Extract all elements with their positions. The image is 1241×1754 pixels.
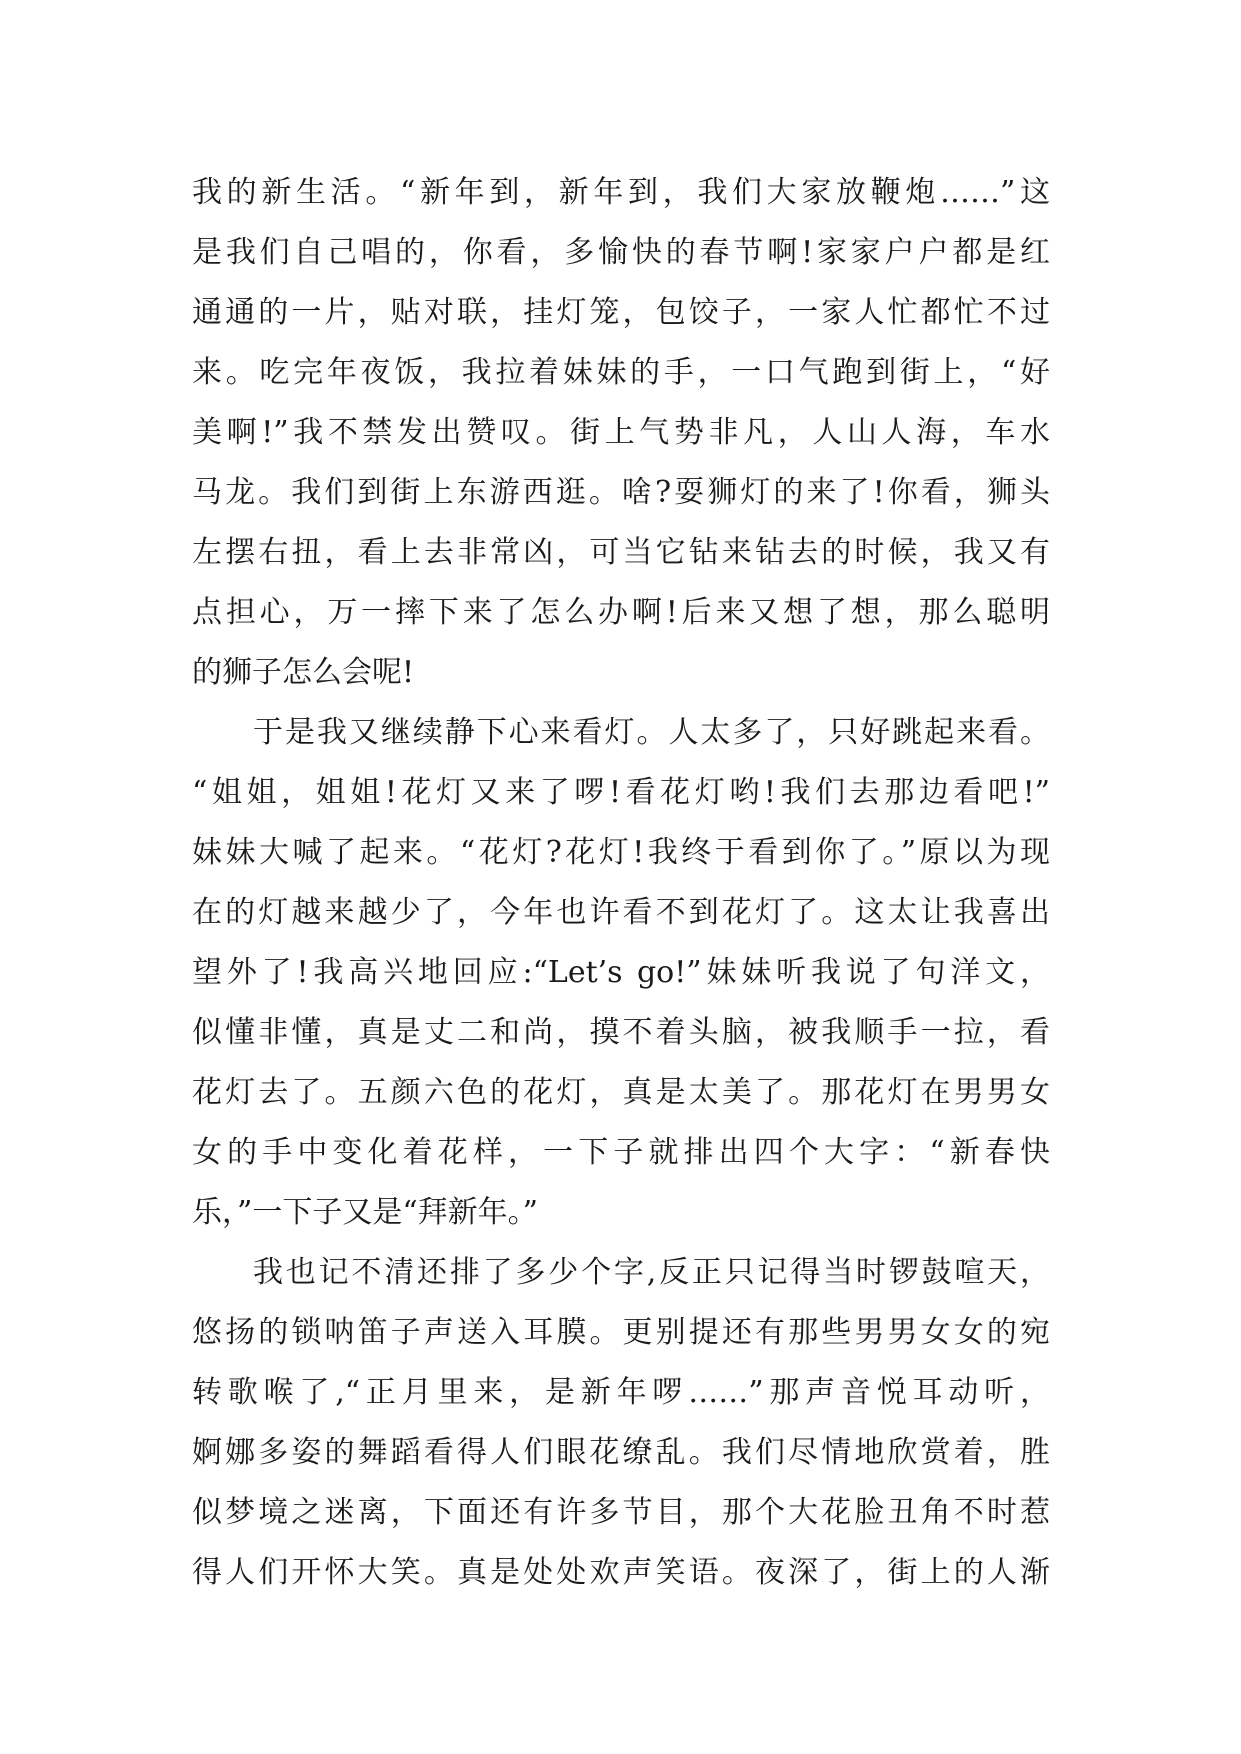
- text-line: 得人们开怀大笑。真是处处欢声笑语。夜深了，街上的人渐: [192, 1555, 1050, 1590]
- text-line: 的狮子怎么会呢!: [192, 655, 415, 690]
- text-line: 望外了!我高兴地回应:“Let’s go!”妹妹听我说了句洋文，: [192, 955, 1050, 990]
- text-line: 转歌喉了,“正月里来，是新年啰……”那声音悦耳动听，: [192, 1375, 1050, 1410]
- text-line: “姐姐，姐姐!花灯又来了啰!看花灯哟!我们去那边看吧!”: [192, 775, 1050, 810]
- text-line: 似梦境之迷离，下面还有许多节目，那个大花脸丑角不时惹: [192, 1495, 1050, 1530]
- text-line: 是我们自己唱的，你看，多愉快的春节啊!家家户户都是红: [192, 235, 1050, 270]
- text-line: 乐，”一下子又是“拜新年。”: [192, 1195, 539, 1230]
- text-line: 悠扬的锁呐笛子声送入耳膜。更别提还有那些男男女女的宛: [192, 1315, 1050, 1350]
- text-line: 马龙。我们到街上东游西逛。啥?耍狮灯的来了!你看，狮头: [192, 475, 1050, 510]
- text-line: 在的灯越来越少了，今年也许看不到花灯了。这太让我喜出: [192, 895, 1050, 930]
- text-line: 花灯去了。五颜六色的花灯，真是太美了。那花灯在男男女: [192, 1075, 1050, 1110]
- text-line: 左摆右扭，看上去非常凶，可当它钻来钻去的时候，我又有: [192, 535, 1050, 570]
- text-line: 似懂非懂，真是丈二和尚，摸不着头脑，被我顺手一拉，看: [192, 1015, 1050, 1050]
- article-body: [192, 163, 1050, 1603]
- text-line: 来。吃完年夜饭，我拉着妹妹的手，一口气跑到街上，“好: [192, 355, 1050, 390]
- text-line: 妹妹大喊了起来。“花灯?花灯!我终于看到你了。”原以为现: [192, 835, 1050, 870]
- text-line: 通通的一片，贴对联，挂灯笼，包饺子，一家人忙都忙不过: [192, 295, 1050, 330]
- text-line: 于是我又继续静下心来看灯。人太多了，只好跳起来看。: [253, 715, 1050, 750]
- text-line: 我也记不清还排了多少个字,反正只记得当时锣鼓喧天，: [253, 1255, 1050, 1290]
- text-line: 女的手中变化着花样，一下子就排出四个大字：“新春快: [192, 1135, 1050, 1170]
- text-line: 我的新生活。“新年到，新年到，我们大家放鞭炮……”这: [192, 175, 1050, 210]
- text-line: 婀娜多姿的舞蹈看得人们眼花缭乱。我们尽情地欣赏着，胜: [192, 1435, 1050, 1470]
- text-line: 点担心，万一摔下来了怎么办啊!后来又想了想，那么聪明: [192, 595, 1050, 630]
- text-line: 美啊!”我不禁发出赞叹。街上气势非凡，人山人海，车水: [192, 415, 1050, 450]
